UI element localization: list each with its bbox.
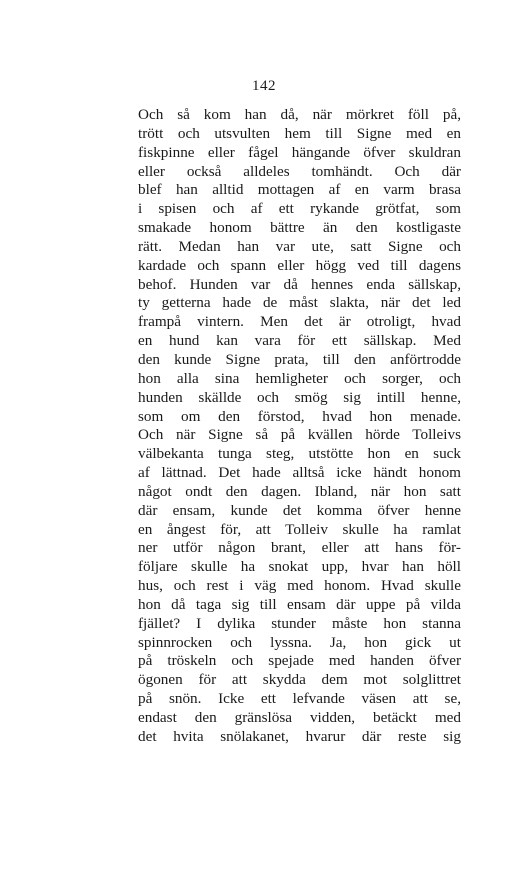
text-line: blef han alltid mottagen af en varm brasa	[138, 181, 461, 199]
text-line: fjället? I dylika stunder måste hon stanna	[138, 614, 461, 632]
text-line: hon då taga sig till ensam där uppe på vilda	[138, 595, 461, 613]
text-line: hunden skällde och smög sig intill henne,	[138, 388, 461, 406]
body-text	[138, 106, 461, 747]
text-line: som om den förstod, hvad hon menade.	[138, 407, 461, 425]
text-line: trött och utsvulten hem till Signe med en	[138, 124, 461, 142]
text-line: den kunde Signe prata, till den anförtrodde	[138, 350, 461, 368]
text-line: följare skulle ha snokat upp, hvar han höll	[138, 558, 461, 576]
text-line: Och när Signe så på kvällen hörde Tolleivs	[138, 426, 461, 444]
text-line: af lättnad. Det hade alltså icke händt honom	[138, 464, 461, 482]
text-line: på snön. Icke ett lefvande väsen att se,	[138, 690, 461, 708]
text-line: ty getterna hade de måst slakta, när det led	[138, 294, 461, 312]
text-line: välbekanta tunga steg, utstötte hon en suck	[138, 445, 461, 463]
text-line: det hvita snölakanet, hvarur där reste sig	[138, 727, 461, 745]
text-line: smakade honom bättre än den kostligaste	[138, 219, 461, 237]
text-line: en ångest för, att Tolleiv skulle ha ramlat	[138, 520, 461, 538]
text-line: spinnrocken och lyssna. Ja, hon gick ut	[138, 633, 461, 651]
text-line: kardade och spann eller högg ved till dagens	[138, 256, 461, 274]
text-line: behof. Hunden var då hennes enda sällskap,	[138, 275, 461, 293]
text-line: ögonen för att skydda dem mot solglittret	[138, 671, 461, 689]
text-line: i spisen och af ett rykande grötfat, som	[138, 200, 461, 218]
text-line: fiskpinne eller fågel hängande öfver skuldran	[138, 143, 461, 161]
text-line: endast den gränslösa vidden, betäckt med	[138, 709, 461, 726]
text-line: på tröskeln och spejade med handen öfver	[138, 652, 461, 670]
text-line: en hund kan vara för ett sällskap. Med	[138, 332, 461, 350]
text-line: där ensam, kunde det komma öfver henne	[138, 501, 461, 519]
text-line: rätt. Medan han var ute, satt Signe och	[138, 237, 461, 255]
text-line: hon alla sina hemligheter och sorger, och	[138, 369, 461, 387]
text-line: ner utför någon brant, eller att hans för-	[138, 539, 461, 557]
text-line: Och så kom han då, när mörkret föll på,	[138, 106, 461, 123]
page-number: 142	[252, 78, 276, 94]
text-line: hus, och rest i väg med honom. Hvad skulle	[138, 577, 461, 595]
text-line: något ondt den dagen. Ibland, när hon satt	[138, 482, 461, 500]
text-line: eller också alldeles tomhändt. Och där	[138, 162, 461, 180]
text-line: frampå vintern. Men det är otroligt, hvad	[138, 313, 461, 331]
